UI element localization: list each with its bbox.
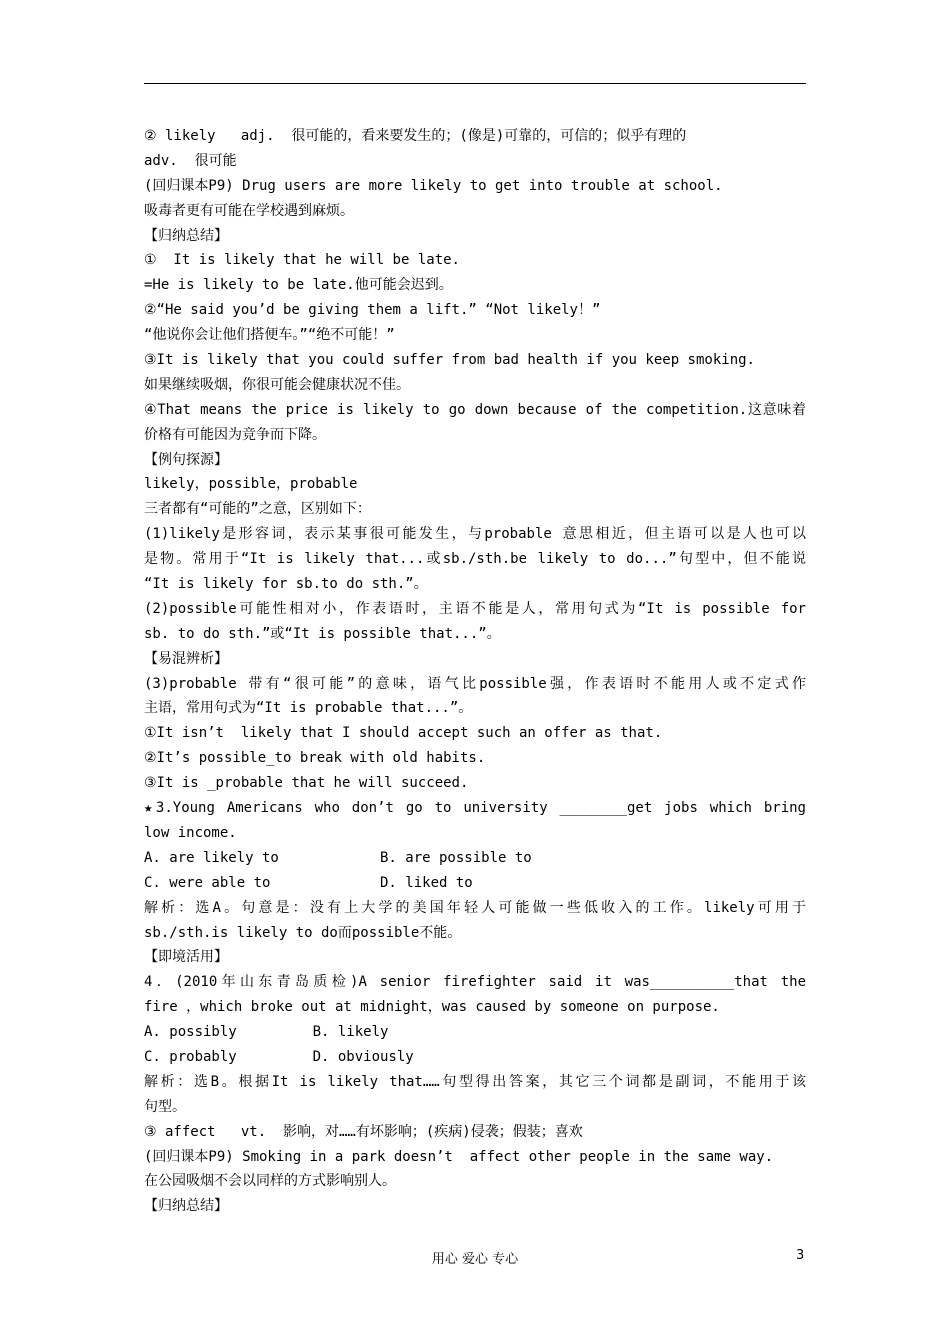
section-heading: 【例句探源】 <box>144 451 228 468</box>
header-rule <box>144 83 806 84</box>
answer-option-line: A. possibly B. likely <box>144 1024 389 1041</box>
text-line: ③It is likely that you could suffer from bad health if you keep smoking. <box>144 352 755 369</box>
text-line: (3)probable 带有“很可能”的意味，语气比possible强，作表语时不能用人或不定式作 <box>144 675 806 692</box>
text-line: ★3.Young Americans who don’t go to university ________get jobs which bring <box>144 800 806 817</box>
text-line: 吸毒者更有可能在学校遇到麻烦。 <box>144 202 354 219</box>
text-line: 三者都有“可能的”之意，区别如下： <box>144 501 371 518</box>
answer-option-line: C. probably D. obviously <box>144 1048 414 1065</box>
text-line: 如果继续吸烟，你很可能会健康状况不佳。 <box>144 376 410 393</box>
document-body <box>144 124 806 1219</box>
text-line: sb. to do sth.”或“It is possible that...”。 <box>144 625 501 642</box>
text-line: (回归课本P9) Drug users are more likely to get into trouble at school. <box>144 177 723 194</box>
text-line: ②It’s possible_to break with old habits. <box>144 750 486 767</box>
section-heading: 【归纳总结】 <box>144 227 228 244</box>
page-number: 3 <box>796 1248 805 1263</box>
text-line: low income. <box>144 824 237 841</box>
text-line: “他说你会让他们搭便车。”“绝不可能！” <box>144 327 395 344</box>
section-heading: 【即境活用】 <box>144 949 228 966</box>
text-line: ①It isn’t likely that I should accept such an offer as that. <box>144 725 663 742</box>
text-line: 在公园吸烟不会以同样的方式影响别人。 <box>144 1173 396 1190</box>
text-line: 句型。 <box>144 1098 186 1115</box>
text-line: 4．(2010年山东青岛质检)A senior firefighter said it was__________that the <box>144 974 806 991</box>
text-line: (1)likely是形容词，表示某事很可能发生，与probable 意思相近，但主语可以是人也可以 <box>144 526 806 543</box>
text-line: ③It is _probable that he will succeed. <box>144 775 469 792</box>
text-line: sb./sth.is likely to do而possible不能。 <box>144 924 462 941</box>
answer-option-line: C. were able to D. liked to <box>144 874 473 891</box>
section-heading: 【易混辨析】 <box>144 650 228 667</box>
answer-option-line: A. are likely to B. are possible to <box>144 849 532 866</box>
text-line: 价格有可能因为竞争而下降。 <box>144 426 326 443</box>
text-line: (回归课本P9) Smoking in a park doesn’t affect other people in the same way. <box>144 1148 774 1165</box>
text-line: 主语，常用句式为“It is probable that...”。 <box>144 700 473 717</box>
text-line: 解析：选A。句意是：没有上大学的美国年轻人可能做一些低收入的工作。likely可用于 <box>144 899 806 916</box>
text-line: ②“He said you’d be giving them a lift.” “Not likely！” <box>144 302 601 319</box>
text-line: =He is likely to be late.他可能会迟到。 <box>144 277 453 294</box>
text-line: “It is likely for sb.to do sth.”。 <box>144 576 428 593</box>
text-line: 解析：选B。根据It is likely that……句型得出答案，其它三个词都是副词，不能用于该 <box>144 1073 806 1090</box>
footer-slogan: 用心 爱心 专心 <box>431 1252 519 1267</box>
text-line: ① It is likely that he will be late. <box>144 252 460 269</box>
text-line: (2)possible可能性相对小，作表语时，主语不能是人，常用句式为“It is possible for <box>144 600 806 617</box>
text-line: fire ，which broke out at midnight，was caused by someone on purpose. <box>144 999 720 1016</box>
text-line: likely，possible，probable <box>144 476 358 493</box>
section-heading: 【归纳总结】 <box>144 1198 228 1215</box>
text-line: ② likely adj. 很可能的，看来要发生的；(像是)可靠的，可信的；似乎有理的 <box>144 128 687 144</box>
text-line: ③ affect vt. 影响，对……有坏影响；(疾病)侵袭；假装；喜欢 <box>144 1123 583 1140</box>
text-line: 是物。常用于“It is likely that...或sb./sth.be likely to do...”句型中，但不能说 <box>144 551 806 568</box>
text-line: adv. 很可能 <box>144 152 237 169</box>
text-line: ④That means the price is likely to go down because of the competition.这意味着 <box>144 401 806 418</box>
